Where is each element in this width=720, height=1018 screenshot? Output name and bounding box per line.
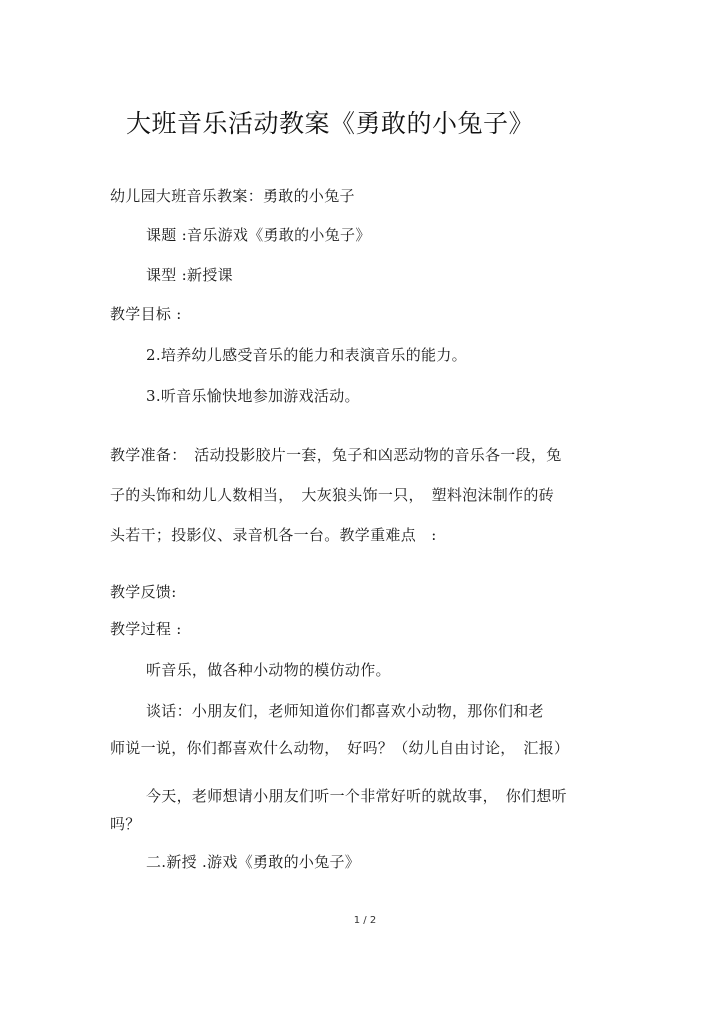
preparation-line-3: 头若干；投影仪、录音机各一台。教学重难点 :: [110, 526, 437, 544]
lesson-type: 课型 :新授课: [146, 266, 233, 284]
talk-line-2: 师说一说，你们都喜欢什么动物， 好吗？（幼儿自由讨论， 汇报）: [110, 739, 570, 757]
story-line-1: 今天，老师想请小朋友们听一个非常好听的就故事， 你们想听: [146, 787, 567, 805]
preparation-line-1: 教学准备： 活动投影胶片一套，兔子和凶恶动物的音乐各一段，兔: [110, 446, 562, 464]
process-heading: 教学过程 :: [110, 620, 182, 638]
goal-item-2: 2.培养幼儿感受音乐的能力和表演音乐的能力。: [146, 346, 467, 364]
talk-line-1: 谈话：小朋友们，老师知道你们都喜欢小动物，那你们和老: [146, 702, 544, 720]
process-step-1: 听音乐，做各种小动物的模仿动作。: [146, 661, 391, 679]
feedback-heading: 教学反馈:: [110, 583, 177, 601]
goal-item-3: 3.听音乐愉快地参加游戏活动。: [146, 387, 360, 405]
document-title: 大班音乐活动教案《勇敢的小兔子》: [126, 109, 535, 138]
story-line-2: 吗？: [110, 815, 141, 833]
document-subtitle: 幼儿园大班音乐教案：勇敢的小兔子: [110, 187, 355, 205]
preparation-line-2: 子的头饰和幼儿人数相当， 大灰狼头饰一只， 塑料泡沫制作的砖: [110, 486, 555, 504]
goals-heading: 教学目标 :: [110, 305, 182, 323]
lesson-topic: 课题 :音乐游戏《勇敢的小兔子》: [146, 226, 371, 244]
page-number: 1 / 2: [353, 915, 377, 926]
section-2-heading: 二.新授 .游戏《勇敢的小兔子》: [146, 853, 361, 871]
